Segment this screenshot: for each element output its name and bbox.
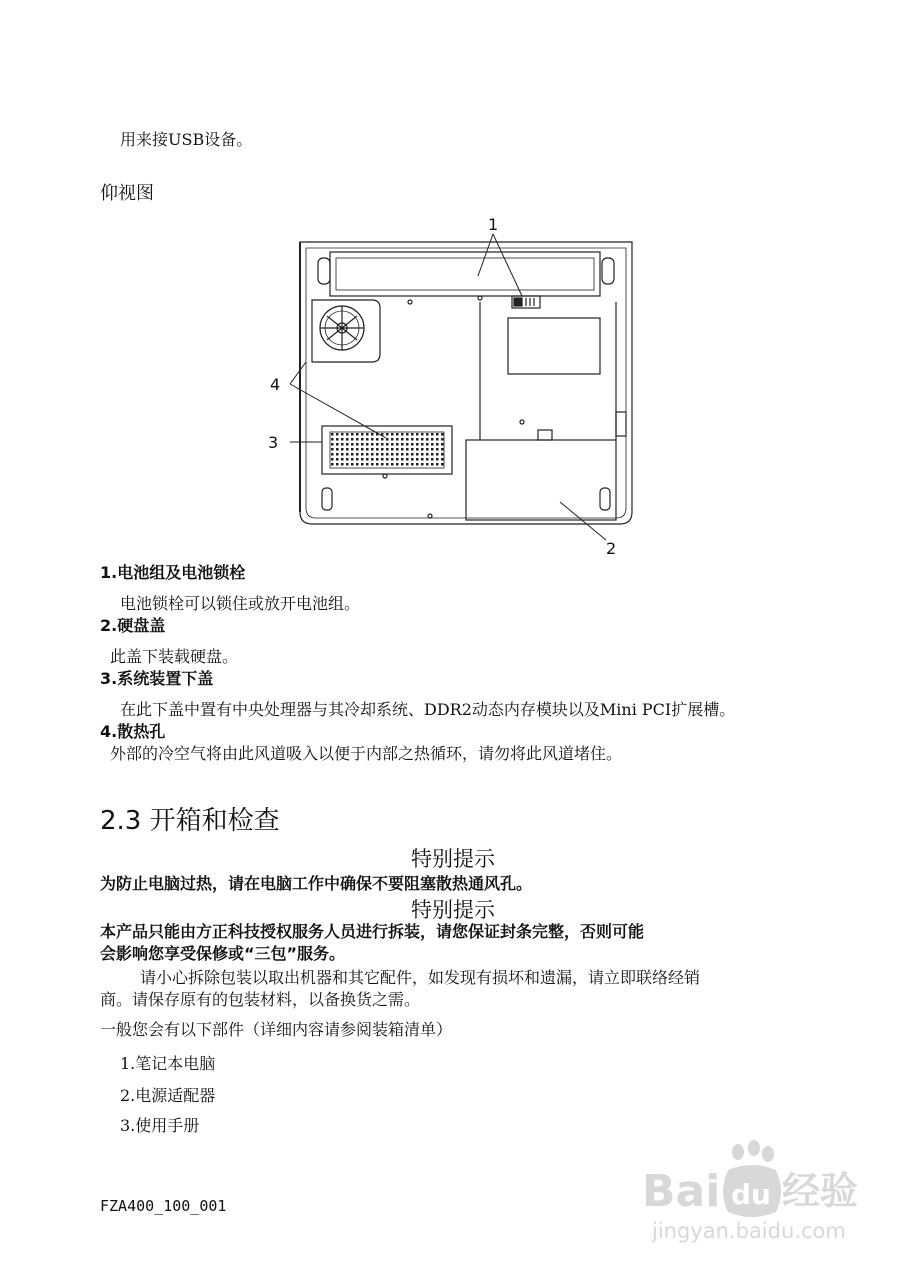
watermark-url: jingyan.baidu.com — [652, 1219, 846, 1243]
item-desc: 外部的冷空气将由此风道吸入以便于内部之热循环，请勿将此风道堵住。 — [110, 744, 623, 763]
notice-text-line: 本产品只能由方正科技授权服务人员进行拆装，请您保证封条完整，否则可能 — [100, 922, 645, 941]
item-desc: 在此下盖中置有中央处理器与其冷却系统、DDR2动态内存模块以及Mini PCI扩展槽。 — [120, 700, 736, 719]
paragraph-line: 商。请保存原有的包装材料，以备换货之需。 — [100, 990, 421, 1009]
rubber-foot — [602, 258, 614, 284]
item-desc: 此盖下装载硬盘。 — [110, 647, 239, 666]
notice-text: 为防止电脑过热，请在电脑工作中确保不要阻塞散热通风孔。 — [100, 874, 533, 893]
paw-du-badge — [723, 1165, 781, 1217]
rubber-foot — [322, 488, 332, 510]
part-item: 3.使用手册 — [120, 1116, 200, 1135]
callout-1: 1 — [488, 215, 499, 234]
watermark-brand-du: du — [731, 1178, 771, 1211]
hard-disk-cover — [466, 440, 616, 520]
item-desc: 电池锁栓可以锁住或放开电池组。 — [120, 594, 361, 613]
bottom-view-heading: 仰视图 — [100, 183, 154, 204]
callout-3: 3 — [268, 433, 279, 452]
item-title: 2.硬盘盖 — [100, 616, 166, 635]
callout-4: 4 — [270, 375, 281, 394]
item-title: 3.系统装置下盖 — [100, 669, 214, 688]
rubber-foot — [318, 258, 330, 284]
notice-title: 特别提示 — [411, 847, 495, 871]
callout-2: 2 — [606, 539, 617, 558]
part-item: 2.电源适配器 — [120, 1086, 216, 1105]
paragraph-line: 请小心拆除包装以取出机器和其它配件，如发现有损坏和遗漏，请立即联络经销 — [140, 968, 701, 987]
paw-logo-icon — [732, 1140, 774, 1162]
rubber-foot — [600, 488, 610, 510]
section-title: 2.3 开箱和检查 — [100, 806, 280, 836]
notice-text-line: 会影响您享受保修或“三包”服务。 — [100, 944, 346, 963]
intro-line: 用来接USB设备。 — [120, 130, 253, 149]
notice-title: 特别提示 — [411, 898, 495, 922]
battery-pack — [330, 252, 600, 296]
watermark-brand-latin: Bai — [642, 1166, 721, 1217]
footer-code: FZA400_100_001 — [100, 1197, 227, 1215]
watermark-brand-cn: 经验 — [782, 1169, 859, 1213]
parts-intro: 一般您会有以下部件（详细内容请参阅装箱清单） — [100, 1020, 453, 1039]
baidu-jingyan-watermark — [640, 1140, 880, 1250]
laptop-bottom-view-diagram — [260, 212, 640, 560]
part-item: 1.笔记本电脑 — [120, 1054, 216, 1073]
memory-panel — [508, 318, 600, 374]
item-title: 1.电池组及电池锁栓 — [100, 563, 246, 582]
item-title: 4.散热孔 — [100, 722, 166, 741]
